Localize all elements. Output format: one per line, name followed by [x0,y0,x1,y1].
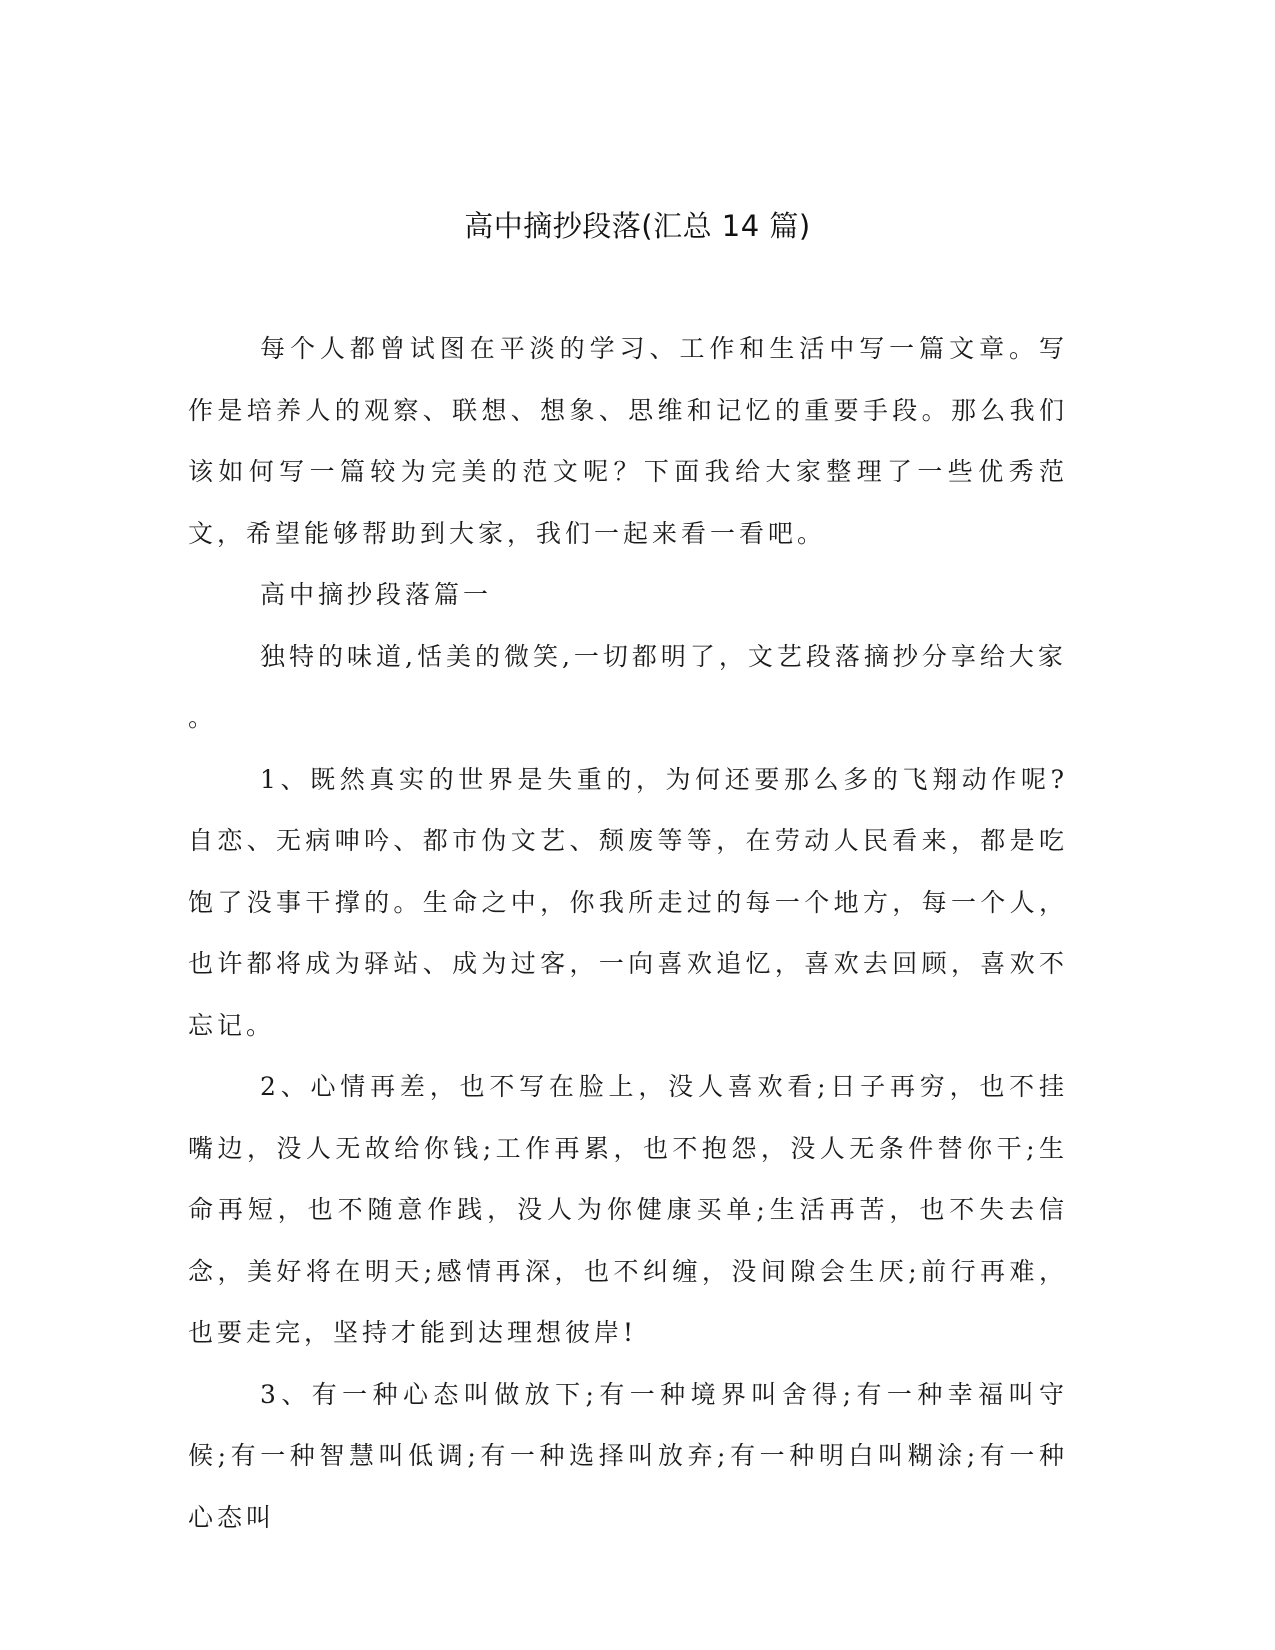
excerpt-paragraph-2: 2、心情再差，也不写在脸上，没人喜欢看;日子再穷，也不挂嘴边，没人无故给你钱;工作再累，也不抱怨，没人无条件替你干;生命再短，也不随意作践，没人为你健康买单;生活再苦，也不失去信念，美好将在明天;感情再深，也不纠缠，没间隙会生厌;前行再难，也要走完，坚持才能到达理想彼岸! [188,1072,1068,1347]
excerpt-paragraph-3: 3、有一种心态叫做放下;有一种境界叫舍得;有一种幸福叫守候;有一种智慧叫低调;有一种选择叫放弃;有一种明白叫糊涂;有一种心态叫 [188,1379,1068,1532]
section-heading: 高中摘抄段落篇一 [260,580,493,609]
section-intro-continuation: 。 [188,703,218,732]
excerpt-paragraph-1: 1、既然真实的世界是失重的，为何还要那么多的飞翔动作呢?自恋、无病呻吟、都市伪文艺、颓废等等，在劳动人民看来，都是吃饱了没事干撑的。生命之中，你我所走过的每一个地方，每一个人，也许都将成为驿站、成为过客，一向喜欢追忆，喜欢去回顾，喜欢不忘记。 [188,764,1068,1040]
intro-paragraph: 每个人都曾试图在平淡的学习、工作和生活中写一篇文章。写作是培养人的观察、联想、想象、思维和记忆的重要手段。那么我们该如何写一篇较为完美的范文呢？下面我给大家整理了一些优秀范文，希望能够帮助到大家，我们一起来看一看吧。 [188,334,1068,548]
document-title: 高中摘抄段落(汇总 14 篇) [464,209,811,243]
section-intro-paragraph: 独特的味道,恬美的微笑,一切都明了，文艺段落摘抄分享给大家 [260,641,1067,671]
document-body [188,318,1068,1548]
